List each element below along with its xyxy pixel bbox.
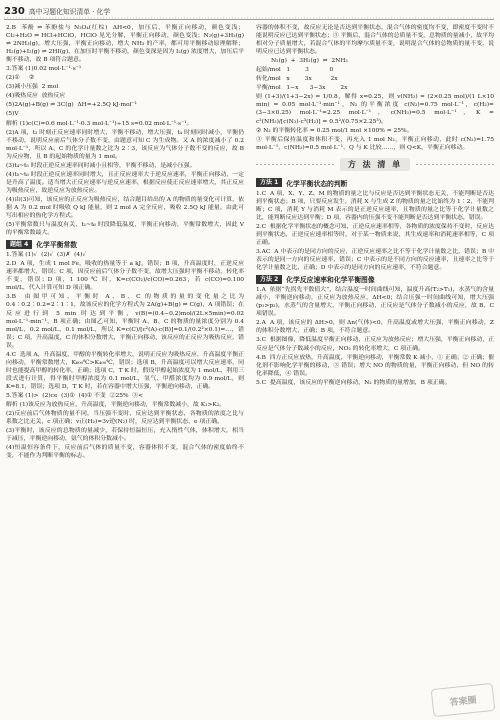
- paragraph: (4)吸热反应 放热反应: [6, 93, 66, 100]
- paragraph: 3.AC A 中表示的是同方向的反应，正逆反应速率之比不等于化学计量数之比，错误；B 中表示的是同一方向的反应速率，错误；C 中表示的是不同方向的反应速率，且速率之比等于化学计量数之比，正确；D 中表示的是同方向的反应速率，不符合题意。: [256, 249, 494, 272]
- paragraph: 2.C 根据化学平衡状态的概念可知，正逆反应速率相等，各物质的浓度保持不变时，反应达到平衡状态，正逆反应速率相等时，对于某一物质来说，其生成速率和消耗速率相等，C 项正确。: [256, 223, 494, 246]
- section-title: 化学平衡常数: [36, 241, 78, 250]
- paragraph: (3)t₄~t₅ 时段正逆反应速率同时减小且相等，平衡不移动，是减小压强。: [6, 162, 196, 169]
- paragraph: 2.D A 项，生成 1 mol Fe，吸收的热量等于 a kJ，错误；B 项，升高温度时，正逆反应速率都增大，错误；C 项，因反应前后气体分子数不变，故增大压强时平衡不移动，转化率不变，错误；D 项，1 100 ℃ 时，K=c(CO₂)/c(CO)=0.263，若 c(CO)=0.100 mol/L，代入计算可知 D 项正确。: [6, 261, 246, 292]
- section-tag: 方法 2: [256, 275, 282, 284]
- paragraph: (5)V: [6, 111, 19, 118]
- page-number: 230: [4, 5, 25, 17]
- watermark-logo: 答案圈: [431, 683, 496, 717]
- paragraph: 3.C 根据图像，降低温度平衡正向移动，正反应为放热反应；增大压强，平衡正向移动，正反应是气体分子数减小的反应，NO₂ 的转化率增大，C 项正确。: [256, 337, 494, 352]
- paragraph: (4)恒温恒容条件下，反应前后气体的质量不变，容器体积不变，混合气体的密度始终不变，不能作为判断平衡的标志。: [6, 445, 244, 460]
- paragraph: 1.C A 项，X、Y、Z、M 的物质的量之比与反应是否达到平衡状态无关，不能判断是否达到平衡状态；B 项，只要反应发生，消耗 X 与生成 Z 的物质的量之比始终为 1∶2，不能判断；C 项，消耗 Y 与消耗 M 表示的是正逆反应速率，且物质的量之比等于化学计量数之比，能判断反应达到平衡；D 项，容器内的压强不变不能判断是否达到平衡状态，错误。: [256, 190, 494, 221]
- paragraph: 4.B 四方正反应放热，升高温度，平衡逆向移动，平衡常数 K 减小，① 正确；② 正确；催化剂不影响化学平衡的移动，③ 错误；增大 NO 的物质的量，平衡正向移动，但 NO 的转化率降低，④ 错误。: [256, 354, 494, 377]
- paragraph: 5.答案 (1)> (2)ce (3)① (4)① 不变 ②25% ③<: [6, 392, 144, 399]
- paragraph: 1.答案 (1)✓ (2)✓ (3)✗ (4)✓: [6, 252, 87, 259]
- paragraph: 4.C 选项 A，升高温度，甲醇的平衡转化率增大，说明正反应为吸热反应，升高温度平衡正向移动，平衡常数增大，K₆₀₀℃>K₄₀₀℃，错误；选项 B，升高温度可以增大反应速率，同时也能提高甲醇的转化率，正确；选项 C，T K 时，假设甲醇起始浓度为 1 mol/L，利用三段式进行计算，得平衡时甲醇浓度为 0.1 mol/L，氢气、甲醛浓度均为 0.9 mol/L，则 K=8.1，错误；选项 D，T K 时，若在容器中增大压强，平衡逆向移动，正确。: [6, 351, 246, 390]
- paragraph: 解析 (1)c(C)=0.6 mol·L⁻¹-0.3 mol·L⁻¹)÷15 s=0.02 mol·L⁻¹·s⁻¹。: [6, 120, 193, 127]
- book-title: 高中习题化知识清单 · 化学: [28, 8, 111, 16]
- paragraph: (4)由(3)可知，该反应的正反应为吸热反应，结合题目给出的 A 的物质的量变化可计算，依据 A 为 0.2 mol 时吸收 Q kJ 能量，则 2 mol A 完全反应，吸收 2.5Q kJ 能量，由此可写出相应的热化学方程式。: [6, 196, 244, 220]
- header-rule: [4, 17, 494, 20]
- section-title: 化学平衡状态的判断: [286, 179, 348, 188]
- page-header: [4, 3, 494, 20]
- paragraph: (2)A 项，t₃ 时刻正反应速率同时增大，平衡不移动，增大压强，t₄ 时刻同时减小，平衡仍不移动，说明反应前后气体分子数不变，由题意可知 C 为生成物。又 A 的浓度减小了 0.2 mol·L⁻¹，所以 A、C 的化学计量数之比为 2∶3，该反应为气体分子数不变的反应，故 B 为反应物，且 B 的起始物质的量为 1 mol。: [6, 129, 246, 160]
- method-list-banner: [256, 156, 494, 174]
- section-heading: [256, 274, 494, 284]
- section-title: 化学反应速率和化学平衡图像: [286, 276, 375, 285]
- paragraph: 起始/mol 1 3 0: [256, 67, 334, 74]
- paragraph: 1.A 依据“先拐先平数值大”，结合温度一时间曲线可知，温度升高(T₂>T₁)，水蒸气的含量减小，平衡逆向移动，正反应为放热反应，ΔH<0；结合压强一时间曲线可知，增大压强(p₁>p₂)，水蒸气的含量增大，平衡正向移动，正反应是气体分子数减小的反应，故 B、C 项错误。: [256, 287, 496, 318]
- paragraph: ② N₂ 的平衡转化率 = 0.25 mol/1 mol ×100% = 25%。: [256, 127, 413, 134]
- right-column: [256, 24, 494, 714]
- paragraph: (4)t₅~t₆ 时段正逆反应速率同时增大，且正反应速率大于逆反应速率，平衡正向移动，一定是升高了温度。适当增大正反应速率与逆反应速率，根据反应使正反应速率增大，其正反应为吸热反应，故逆反应为放热反应。: [6, 171, 244, 194]
- paragraph: 2.B 苯酚 ⇌ 苯酚盐与 N₂O₄(红棕) ΔH<0，加压后，平衡正向移动，颜色变浅；Cl₂+H₂O ⇌ HCl+HClO，HClO 见光分解，平衡正向移动，颜色变浅；N₂(g)+3H₂(g) ⇌ 2NH₃(g)，增大压强，平衡正向移动，增大 NH₃ 的产率，都可用平衡移动原理解释；H₂(g)+I₂(g) ⇌ 2HI(g)，在加压时平衡不移动，颜色变深是因为 I₂(g) 浓度增大，加压后平衡不移动，故 B 项符合题意。: [6, 25, 246, 64]
- paragraph: (3)平衡时，该反应的总物质的量减少，若保持恒温恒压，充入惰性气体，体积增大，相当于减压，平衡逆向移动，氨气的体积分数减小。: [6, 428, 244, 443]
- section-heading: [256, 178, 494, 188]
- paragraph: 2.A A 项，该反应的 ΔH>0，则 Δn(气体)<0，升高温度或增大压强，平衡正向移动，Z 的体积分数增大，正确；B 项，不符合题意。: [256, 320, 496, 335]
- paragraph: 平衡/mol 1−x 3−3x 2x: [256, 85, 348, 92]
- section-heading: [6, 239, 244, 249]
- left-column: [6, 24, 244, 714]
- paragraph: 3.B 由图甲可知，平衡时 A、B、C 的物质的量的变化量之比为 0.4∶0.2∶0.2=2∶1∶1，故该反应的化学方程式为 2A(g)+B(g) ⇌ C(g)，A 项错误；在反应进行到 5 min 时达到平衡，v(B)=(0.4−0.2)mol/(2L×5min)=0.02 mol·L⁻¹·min⁻¹，B 项正确；由图乙可知，平衡时 A、B、C 的物质的量浓度分别为 0.4 mol/L、0.2 mol/L、0.1 mol/L，所以 K=c(C)/[c²(A)·c(B)]=0.1/(0.2²×0.1)=…，错误；C 项，升高温度，C 的体积分数增大，平衡正向移动，该反应的正反应为吸热反应，错误。: [6, 294, 246, 349]
- paragraph: 5.C 提高温度，该反应的平衡逆向移动，N₂ 的物质的量增加，B 项正确。: [256, 379, 451, 386]
- banner-title: 方 法 清 单: [340, 158, 410, 171]
- paragraph: (5)2A(g)+B(g) ⇌ 3C(g) ΔH=+2.5Q kJ·mol⁻¹: [6, 102, 138, 109]
- section-tag: 方法 1: [256, 178, 282, 187]
- section-tag: 题组 4: [6, 240, 32, 249]
- paragraph: 解析 (1)该反应为放热反应，升高温度，平衡逆向移动，平衡常数减小，故 K₁>K₂。: [6, 402, 226, 409]
- paragraph: (3)减小压强 2 mol: [6, 84, 59, 91]
- paragraph: ③ 平衡后保持温度和体积不变，再充入 1 mol N₂，平衡正向移动，此时 c(N₂)=1.75 mol·L⁻¹，c(NH₃)=0.5 mol·L⁻¹，Q 与 K 比较……，则 Q<K，平衡正向移动。: [256, 136, 496, 151]
- banner-rule: [256, 164, 334, 165]
- banner-rule: [416, 164, 494, 165]
- paragraph: N₂(g) + 3H₂(g) ⇌ 2NH₃: [256, 58, 348, 65]
- paragraph: 容器的体积不变，故反应无论是否达到平衡状态，混合气体的密度均不变，即密度不变时不能说明反应已达到平衡状态；③ 平衡后，混合气体的总质量不变，总物质的量减小，故平均相对分子质量增大，若混合气体的平均摩尔质量不变，说明混合气体的总物质的量不变，说明反应已达到平衡状态。: [256, 25, 494, 56]
- paragraph: 转化/mol x 3x 2x: [256, 76, 338, 83]
- paragraph: (5)平衡常数只与温度有关，t₁~t₆ 时段降低温度，平衡正向移动，平衡常数增大，因此 V 的平衡常数最大。: [6, 222, 246, 237]
- paragraph: 3.答案 (1)0.02 mol·L⁻¹·s⁻¹: [6, 66, 82, 73]
- paragraph: (2)反应前后气体物质的量不同，当压强不变时，反应达到平衡状态，各物质的浓度之比与系数之比无关，c 项正确；v正(H₂)=3v逆(N₂) 时，反应达到平衡状态，e 项正确。: [6, 411, 244, 426]
- paragraph: (2)① ②: [6, 75, 35, 82]
- paragraph: 则 (1+3)/(1+3−2x) = 1/0.8，解得 x=0.25，则 v(NH₃) = (2×0.25 mol)/(1 L×10 min) = 0.05 mol·L⁻¹·min⁻¹，N₂ 的平衡浓度 c(N₂)=0.75 mol·L⁻¹，c(H₂)=(3−3×0.25) mol·L⁻¹=2.25 mol·L⁻¹，c(NH₃)=0.5 mol·L⁻¹，K = c²(NH₃)/[c(N₂)·c³(H₂)] = 0.5²/(0.75×2.25³)。: [256, 94, 496, 125]
